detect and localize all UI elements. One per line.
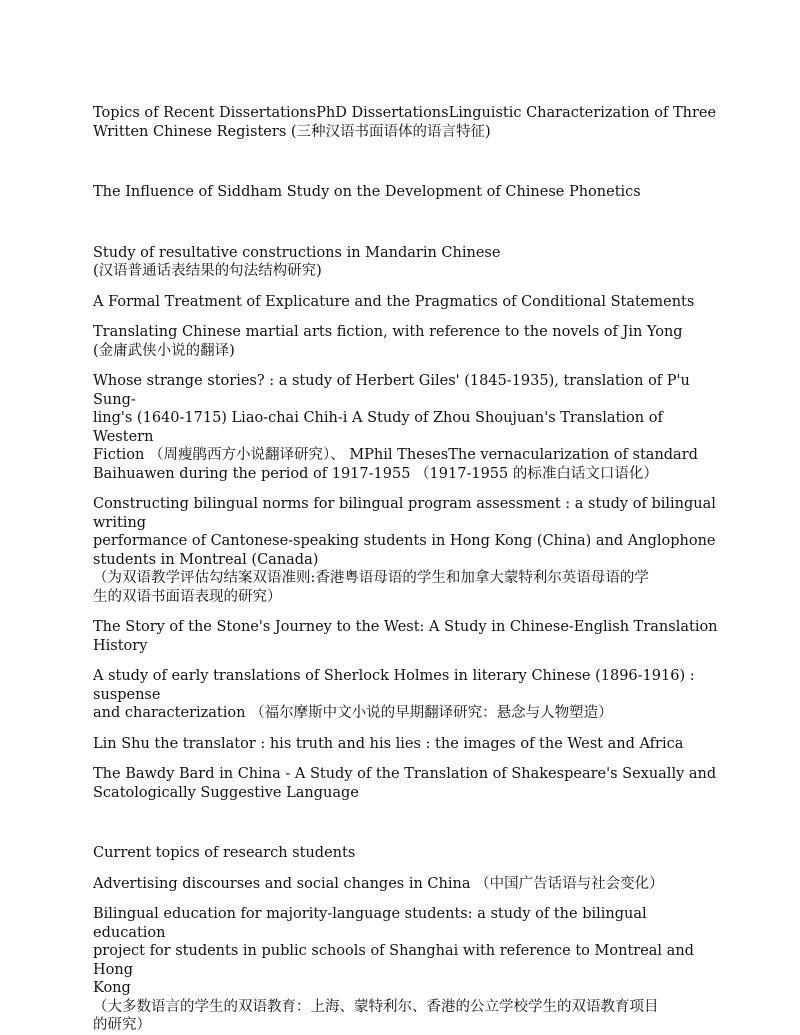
paragraph-martial-arts-fiction: Translating Chinese martial arts fiction, with reference to the novels of Jin Yong (金庸武侠小说的翻译) [93,324,683,359]
paragraph-bawdy-bard: The Bawdy Bard in China - A Study of the Translation of Shakespeare's Sexually and Scatologically Suggestive Language [93,766,717,801]
paragraph-siddham-study: The Influence of Siddham Study on the Development of Chinese Phonetics [93,184,641,200]
paragraph-lin-shu: Lin Shu the translator : his truth and his lies : the images of the West and Africa [93,735,684,752]
paragraph-bilingual-norms: Constructing bilingual norms for bilingual program assessment : a study of bilingual writing performance of Cantonese-speaking students in Hong Kong (China) and Anglophone students in Montreal (Canada) （为双语教学评估勾结案双语准则:香港粤语母语的学生和加拿大蒙特利尔英语母语的学 生的双语书面语表现的研究） [93,496,716,605]
paragraph-advertising-discourses: Advertising discourses and social changes in China （中国广告话语与社会变化） [93,875,664,892]
paragraph-bilingual-education: Bilingual education for majority-language students: a study of the bilingual education project for students in public schools of Shanghai with reference to Montreal and Hong Kong （大多数语言的学生的双语教育：上海、蒙特利尔、香港的公立学校学生的双语教育项目 的研究） [93,906,694,1033]
paragraph-resultative-constructions: Study of resultative constructions in Mandarin Chinese (汉语普通话表结果的句法结构研究) [93,244,501,279]
document-body [93,104,723,1035]
paragraph-sherlock-holmes: A study of early translations of Sherlock Holmes in literary Chinese (1896-1916) : suspense and characterization （福尔摩斯中文小说的早期翻译研究：悬念与人物塑造） [93,668,695,721]
paragraph-dissertations-heading: Topics of Recent DissertationsPhD DissertationsLinguistic Characterization of Three Written Chinese Registers (三种汉语书面语体的语言特征) [93,105,717,140]
paragraph-strange-stories: Whose strange stories? : a study of Herbert Giles' (1845-1935), translation of P'u Sung- ling's (1640-1715) Liao-chai Chih-i A Study of Zhou Shoujuan's Translation of Western Fiction （周瘦鹃西方小说翻译研究）、 MPhil ThesesThe vernacularization of standard Baihuawen during the period of 1917-1955 （1917-1955 的标准白话文口语化） [93,373,698,482]
paragraph-story-of-the-stone: The Story of the Stone's Journey to the West: A Study in Chinese-English Translation History [93,619,718,654]
paragraph-explicature: A Formal Treatment of Explicature and the Pragmatics of Conditional Statements [93,293,695,310]
section-heading-current-topics: Current topics of research students [93,845,356,861]
